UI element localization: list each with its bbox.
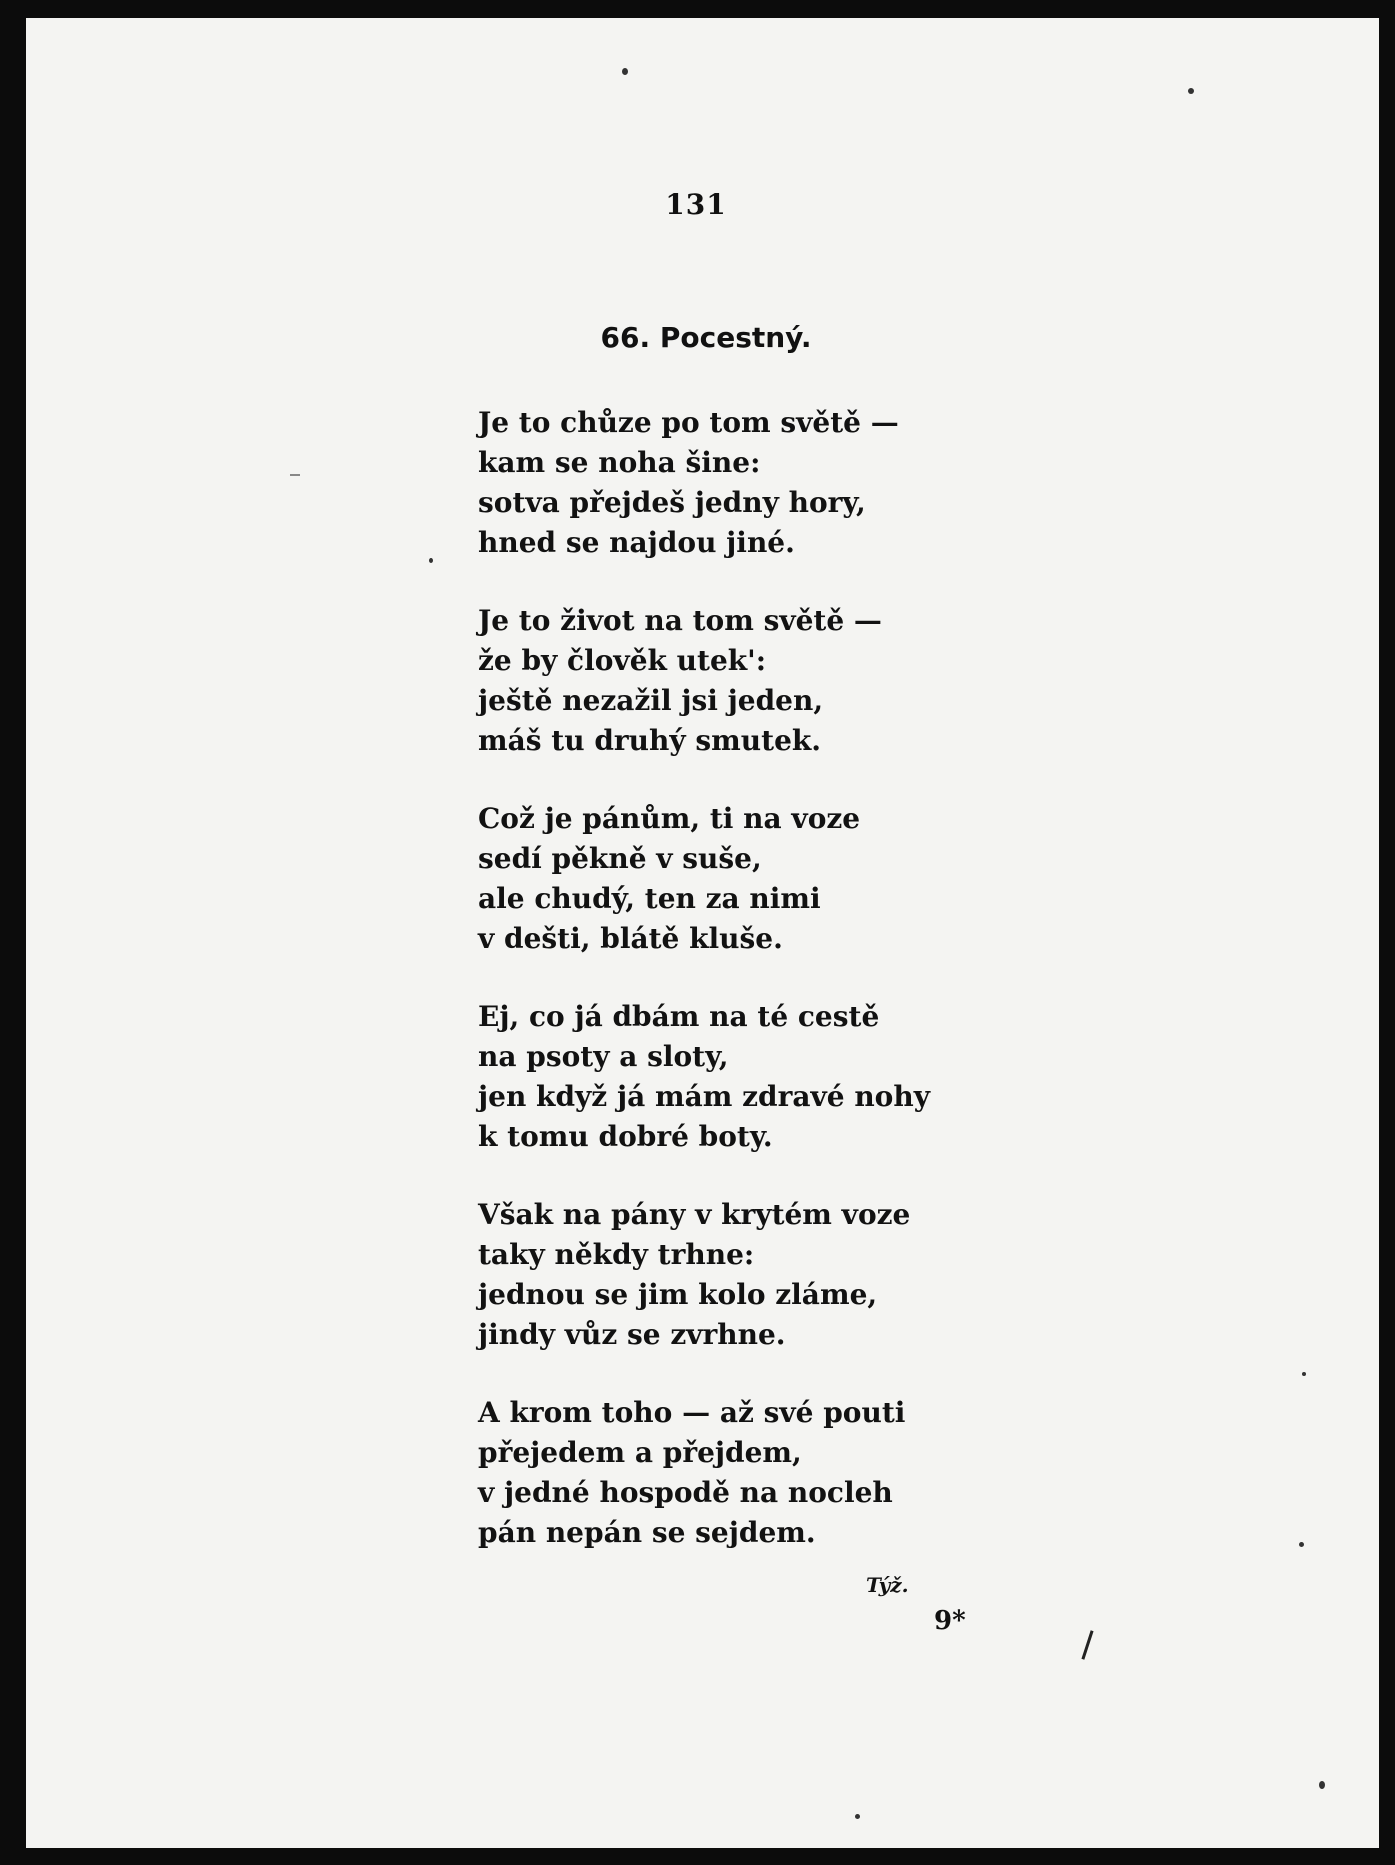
poem-line: hned se najdou jiné.	[478, 526, 795, 559]
poem-line: jen když já mám zdravé nohy	[478, 1080, 930, 1113]
stanza	[478, 1393, 998, 1553]
signature-mark: 9*	[934, 1606, 966, 1636]
poem-line: jindy vůz se zvrhne.	[478, 1318, 786, 1351]
stanza	[478, 799, 998, 959]
poem-line: k tomu dobré boty.	[478, 1120, 773, 1153]
poem-line: Ej, co já dbám na té cestě	[478, 1000, 880, 1033]
scan-speck	[1319, 1781, 1325, 1789]
stanza	[478, 403, 998, 563]
stanza	[478, 997, 998, 1157]
poem-line: Což je pánům, ti na voze	[478, 802, 861, 835]
scan-speck	[1299, 1542, 1304, 1547]
poem-line: taky někdy trhne:	[478, 1238, 755, 1271]
scan-speck	[1188, 88, 1194, 94]
scan-mark	[290, 474, 300, 476]
poem-line: přejedem a přejdem,	[478, 1436, 802, 1469]
poem-line: ještě nezažil jsi jeden,	[478, 684, 824, 717]
poem-line: na psoty a sloty,	[478, 1040, 729, 1073]
scan-speck	[855, 1814, 860, 1819]
poem-attribution: Týž.	[866, 1573, 909, 1597]
page-number: 131	[665, 188, 727, 221]
poem-line: sedí pěkně v suše,	[478, 842, 762, 875]
scan-mark	[1081, 1630, 1093, 1659]
paper-sheet	[26, 18, 1379, 1848]
poem-line: máš tu druhý smutek.	[478, 724, 822, 757]
poem-line: v dešti, blátě kluše.	[478, 922, 783, 955]
poem-line: v jedné hospodě na nocleh	[478, 1476, 893, 1509]
poem-line: že by člověk utek':	[478, 644, 767, 677]
stanza	[478, 1195, 998, 1355]
poem-line: ale chudý, ten za nimi	[478, 882, 821, 915]
scan-speck	[622, 68, 628, 75]
poem-line: kam se noha šine:	[478, 446, 761, 479]
scan-speck	[429, 558, 433, 563]
poem-line: sotva přejdeš jedny hory,	[478, 486, 866, 519]
stanza	[478, 601, 998, 761]
poem-line: Je to život na tom světě —	[478, 604, 882, 637]
poem-line: A krom toho — až své pouti	[478, 1396, 906, 1429]
scan-speck	[1302, 1372, 1306, 1376]
poem-line: Však na pány v krytém voze	[478, 1198, 911, 1231]
poem-line: Je to chůze po tom světě —	[478, 406, 899, 439]
poem-line: pán nepán se sejdem.	[478, 1516, 816, 1549]
poem-title: 66. Pocestný.	[600, 321, 812, 354]
poem-line: jednou se jim kolo zláme,	[478, 1278, 878, 1311]
poem-body	[478, 403, 998, 1591]
